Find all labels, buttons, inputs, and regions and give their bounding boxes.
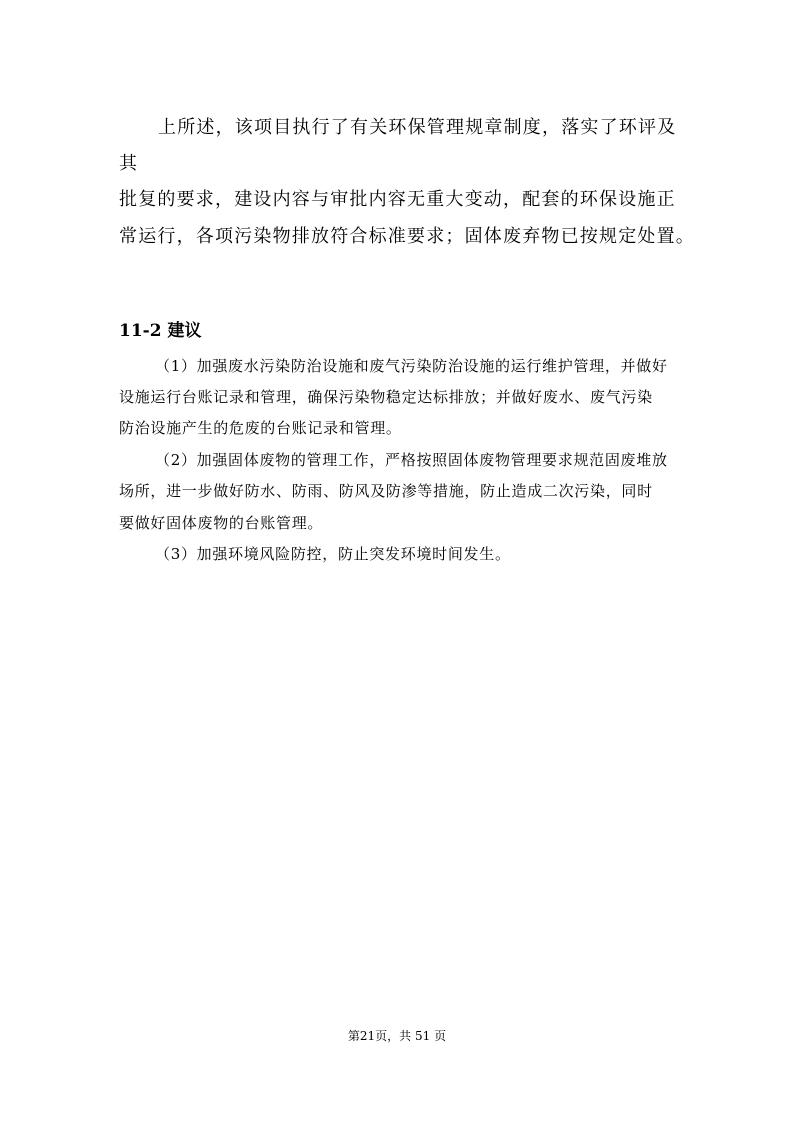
recommendation-1-line-1: （1）加强废水污染防治设施和废气污染防治设施的运行维护管理，并做好 — [155, 357, 668, 375]
recommendation-2-line-3: 要做好固体废物的台账管理。 — [119, 514, 324, 532]
recommendation-3-line-1: （3）加强环境风险防控，防止突发环境时间发生。 — [155, 545, 511, 563]
conclusion-line-3: 批复的要求，建设内容与审批内容无重大变动，配套的环保设施正 — [119, 189, 676, 210]
recommendation-1-line-3: 防治设施产生的危废的台账记录和管理。 — [119, 419, 402, 437]
section-heading: 11-2 建议 — [119, 321, 202, 341]
conclusion-line-1: 上所述，该项目执行了有关环保管理规章制度，落实了环评及 — [158, 117, 677, 138]
recommendation-2-line-1: （2）加强固体废物的管理工作，严格按照固体废物管理要求规范固废堆放 — [155, 451, 668, 469]
conclusion-line-4: 常运行，各项污染物排放符合标准要求；固体废弃物已按规定处置。 — [119, 226, 695, 247]
recommendation-2-line-2: 场所，进一步做好防水、防雨、防风及防渗等措施，防止造成二次污染，同时 — [119, 482, 653, 500]
page-number-footer: 第21页，共 51 页 — [347, 1029, 447, 1043]
recommendation-1-line-2: 设施运行台账记录和管理，确保污染物稳定达标排放；并做好废水、废气污染 — [119, 388, 653, 406]
conclusion-line-2: 其 — [119, 153, 139, 174]
